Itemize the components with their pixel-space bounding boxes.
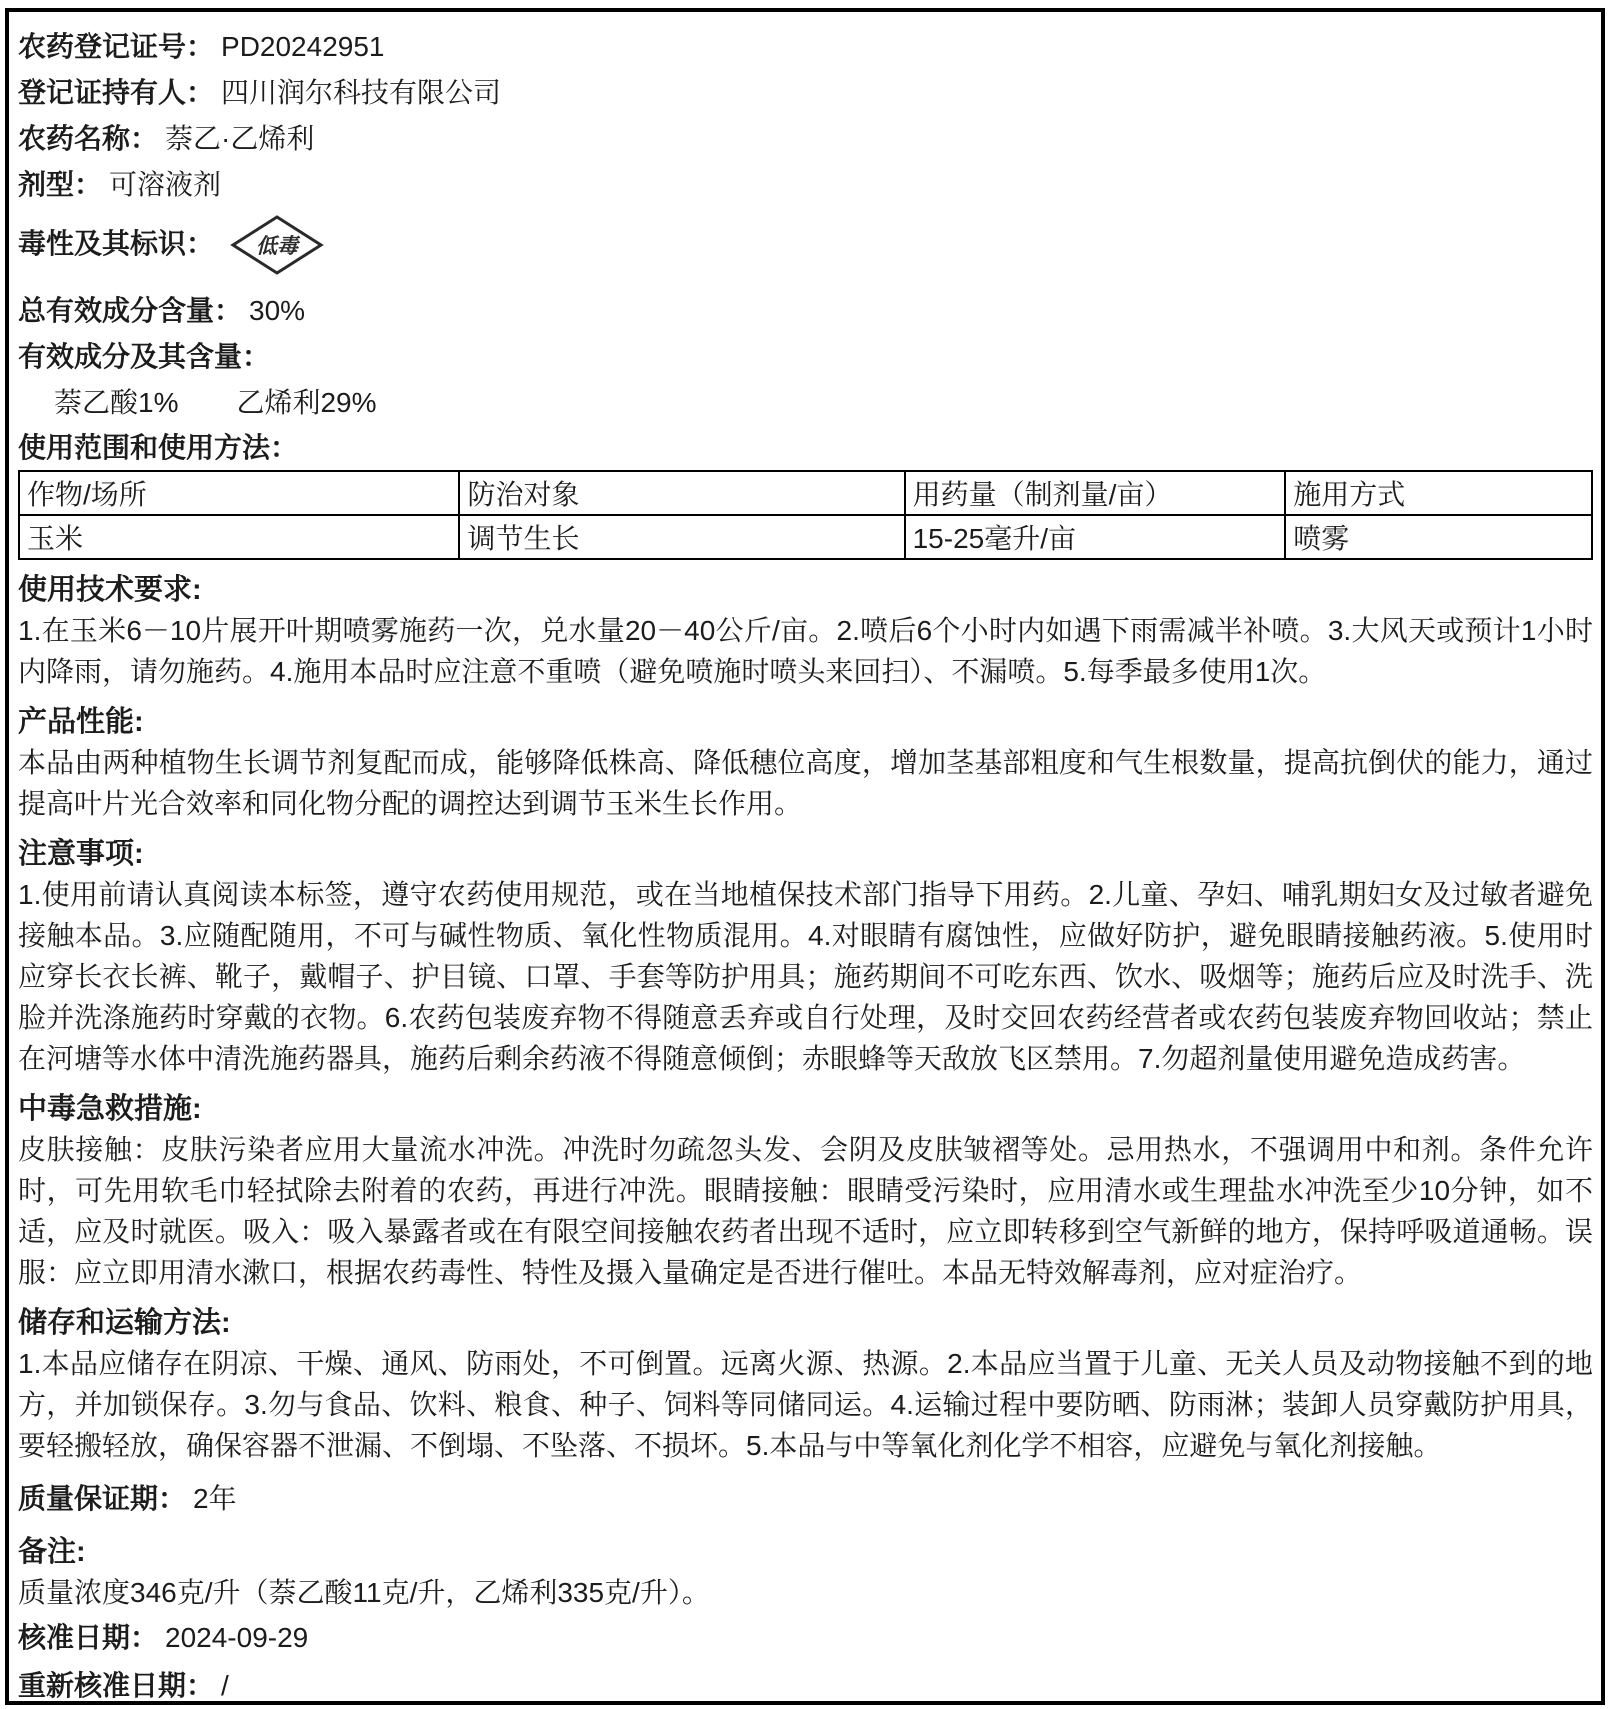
section-first-aid <box>18 1089 1593 1293</box>
first-aid-title: 中毒急救措施: <box>18 1093 202 1125</box>
field-pesticide-name <box>18 116 1593 162</box>
field-toxicity <box>18 208 1593 276</box>
usage-header-method: 施用方式 <box>1285 471 1592 515</box>
total-active-content-label: 总有效成分含量： <box>18 295 243 326</box>
warranty-period-label: 质量保证期： <box>18 1483 187 1514</box>
approval-date-value: 2024-09-29 <box>165 1622 309 1653</box>
formulation-value: 可溶液剂 <box>109 169 222 200</box>
usage-cell-dosage: 15-25毫升/亩 <box>905 515 1286 559</box>
field-registration-number <box>18 24 1593 70</box>
warranty-period-value: 2年 <box>193 1483 237 1514</box>
storage-transport-title: 储存和运输方法: <box>18 1307 231 1339</box>
technical-requirements-body: 1.在玉米6－10片展开叶期喷雾施药一次，兑水量20－40公斤/亩。2.喷后6个小时内如遇下雨需减半补喷。3.大风天或预计1小时内降雨，请勿施药。4.施用本品时应注意不重喷（避免喷施时喷头来回扫）、不漏喷。5.每季最多使用1次。 <box>18 615 1593 687</box>
usage-table <box>18 470 1593 560</box>
usage-header-target: 防治对象 <box>459 471 904 515</box>
remark-title: 备注: <box>18 1536 86 1568</box>
certificate-holder-label: 登记证持有人： <box>18 77 215 108</box>
active-ingredients-label: 有效成分及其含量： <box>18 341 271 372</box>
usage-section-title: 使用范围和使用方法： <box>18 432 299 463</box>
formulation-label: 剂型： <box>18 169 103 200</box>
certificate-holder-value: 四川润尔科技有限公司 <box>221 77 502 108</box>
ingredient-naa: 萘乙酸1% <box>54 387 179 418</box>
field-formulation <box>18 162 1593 208</box>
section-precautions <box>18 834 1593 1079</box>
pesticide-registration-label <box>5 8 1605 1705</box>
usage-cell-method: 喷雾 <box>1285 515 1592 559</box>
low-toxicity-badge-text: 低毒 <box>256 234 299 258</box>
low-toxicity-diamond-icon <box>230 214 324 281</box>
field-active-ingredients-header <box>18 334 1593 380</box>
reapproval-date-value: / <box>221 1670 229 1701</box>
first-aid-body: 皮肤接触：皮肤污染者应用大量流水冲洗。冲洗时勿疏忽头发、会阴及皮肤皱褶等处。忌用热水，不强调用中和剂。条件允许时，可先用软毛巾轻拭除去附着的农药，再进行冲洗。眼睛接触：眼睛受污染时，应用清水或生理盐水冲洗至少10分钟，如不适，应及时就医。吸入：吸入暴露者或在有限空间接触农药者出现不适时，应立即转移到空气新鲜的地方，保持呼吸道通畅。误服：应立即用清水漱口，根据农药毒性、特性及摄入量确定是否进行催吐。本品无特效解毒剂，应对症治疗。 <box>18 1134 1593 1288</box>
product-performance-body: 本品由两种植物生长调节剂复配而成，能够降低株高、降低穗位高度，增加茎基部粗度和气生根数量，提高抗倒伏的能力，通过提高叶片光合效率和同化物分配的调控达到调节玉米生长作用。 <box>18 747 1593 819</box>
active-ingredients-line <box>18 380 1593 426</box>
toxicity-label: 毒性及其标识： <box>18 228 215 259</box>
total-active-content-value: 30% <box>249 295 306 326</box>
remark-body: 质量浓度346克/升（萘乙酸11克/升，乙烯利335克/升）。 <box>18 1577 710 1608</box>
field-reapproval-date <box>18 1663 1593 1709</box>
product-performance-title: 产品性能: <box>18 706 144 738</box>
usage-cell-crop: 玉米 <box>19 515 459 559</box>
field-warranty-period <box>18 1476 1593 1522</box>
section-storage-transport <box>18 1303 1593 1466</box>
usage-table-header-row <box>19 471 1592 515</box>
section-technical-requirements <box>18 570 1593 692</box>
usage-table-data-row <box>19 515 1592 559</box>
storage-transport-body: 1.本品应储存在阴凉、干燥、通风、防雨处，不可倒置。远离火源、热源。2.本品应当置于儿童、无关人员及动物接触不到的地方，并加锁保存。3.勿与食品、饮料、粮食、种子、饲料等同储同运。4.运输过程中要防晒、防雨淋；装卸人员穿戴防护用具，要轻搬轻放，确保容器不泄漏、不倒塌、不坠落、不损坏。5.本品与中等氧化剂化学不相容，应避免与氧化剂接触。 <box>18 1348 1593 1461</box>
approval-date-label: 核准日期： <box>18 1622 159 1653</box>
field-approval-date <box>18 1615 1593 1661</box>
usage-header-crop: 作物/场所 <box>19 471 459 515</box>
section-product-performance <box>18 702 1593 824</box>
pesticide-name-label: 农药名称： <box>18 123 159 154</box>
precautions-title: 注意事项: <box>18 838 144 870</box>
technical-requirements-title: 使用技术要求: <box>18 574 202 606</box>
usage-header-dosage: 用药量（制剂量/亩） <box>905 471 1286 515</box>
registration-number-label: 农药登记证号： <box>18 31 215 62</box>
reapproval-date-label: 重新核准日期： <box>18 1670 215 1701</box>
pesticide-name-value: 萘乙·乙烯利 <box>165 123 315 154</box>
precautions-body: 1.使用前请认真阅读本标签，遵守农药使用规范，或在当地植保技术部门指导下用药。2.儿童、孕妇、哺乳期妇女及过敏者避免接触本品。3.应随配随用，不可与碱性物质、氧化性物质混用。4.对眼睛有腐蚀性，应做好防护，避免眼睛接触药液。5.使用时应穿长衣长裤、靴子，戴帽子、护目镜、口罩、手套等防护用具；施药期间不可吃东西、饮水、吸烟等；施药后应及时洗手、洗脸并洗涤施药时穿戴的衣物。6.农药包装废弃物不得随意丢弃或自行处理，及时交回农药经营者或农药包装废弃物回收站；禁止在河塘等水体中清洗施药器具，施药后剩余药液不得随意倾倒；赤眼蜂等天敌放飞区禁用。7.勿超剂量使用避免造成药害。 <box>18 879 1593 1074</box>
registration-number-value: PD20242951 <box>221 31 385 62</box>
usage-cell-target: 调节生长 <box>459 515 904 559</box>
field-total-active-content <box>18 288 1593 334</box>
field-certificate-holder <box>18 70 1593 116</box>
ingredient-ethephon: 乙烯利29% <box>236 387 377 418</box>
